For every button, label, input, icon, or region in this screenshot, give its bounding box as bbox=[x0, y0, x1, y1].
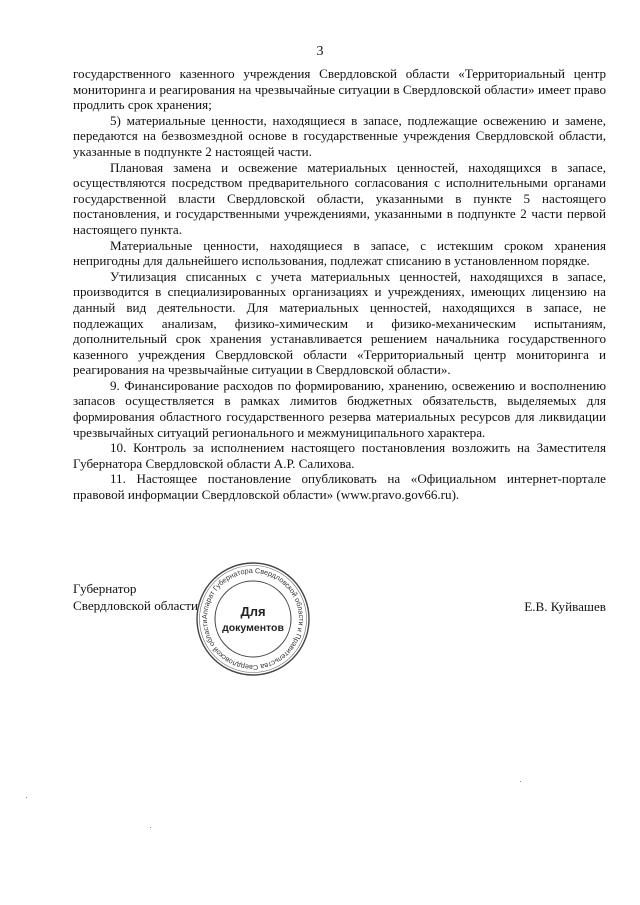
paragraph-4: Материальные ценности, находящиеся в запасе, с истекшим сроком хранения непригодны для дальнейшего использования, подлежат списанию в установленном порядке. bbox=[73, 237, 606, 269]
paragraph-5: Утилизация списанных с учета материальных ценностей, находящихся в запасе, производится в специализированных организациях и учреждениях, имеющих лицензию на данный вид деятельности. Для материальных ценностей, находящихся в запасе, не подлежащих анализам, физико-химическим и физико-механическим испытаниям, дополнительный срок хранения устанавливается решением начальника государственного казенного учреждения Свердловской области «Территориальный центр мониторинга и реагирования на чрезвычайные ситуации в Свердловской области». bbox=[73, 268, 606, 378]
stamp-center-line2: документов bbox=[222, 622, 284, 634]
paragraph-2: 5) материальные ценности, находящиеся в запасе, подлежащие освежению и замене, передаются на безвозмездной основе в государственные учреждения Свердловской области, указанные в подпункте 2 настоящей части. bbox=[73, 112, 606, 159]
document-body bbox=[73, 66, 606, 503]
scan-speck bbox=[150, 827, 151, 828]
stamp-ring-text: Аппарат Губернатора Свердловской области и Правительства Свердловской области bbox=[199, 565, 307, 673]
signature-title bbox=[73, 580, 198, 614]
signature-title-line2: Свердловской области bbox=[73, 598, 198, 613]
scan-speck bbox=[26, 797, 27, 798]
paragraph-1: государственного казенного учреждения Свердловской области «Территориальный центр мониторинга и реагирования на чрезвычайные ситуации в Свердловской области» имеет право продлить срок хранения; bbox=[73, 66, 606, 113]
official-stamp bbox=[194, 560, 312, 678]
page-number: 3 bbox=[316, 44, 324, 59]
paragraph-7: 10. Контроль за исполнением настоящего постановления возложить на Заместителя Губернатора Свердловской области А.Р. Салихова. bbox=[73, 440, 606, 471]
paragraph-3: Плановая замена и освежение материальных ценностей, находящихся в запасе, осуществляются посредством предварительного согласования с исполнительными органами государственной власти Свердловской области, указанными в пункте 5 настоящего постановления, и государственными учреждениями, указанными в подпункте 2 части первой настоящего пункта. bbox=[73, 159, 606, 237]
signature-name: Е.В. Куйвашев bbox=[524, 599, 606, 614]
paragraph-8: 11. Настоящее постановление опубликовать на «Официальном интернет-портале правовой информации Свердловской области» (www.pravo.gov66.ru). bbox=[73, 471, 606, 503]
scan-speck bbox=[520, 781, 521, 782]
signature-title-line1: Губернатор bbox=[73, 581, 137, 596]
paragraph-6: 9. Финансирование расходов по формированию, хранению, освежению и восполнению запасов осуществляется в рамках лимитов бюджетных обязательств, выделяемых для формирования областного государственного резерва материальных ресурсов для ликвидации чрезвычайных ситуаций регионального и межмуниципального характера. bbox=[73, 377, 606, 440]
stamp-center-line1: Для bbox=[240, 604, 266, 619]
